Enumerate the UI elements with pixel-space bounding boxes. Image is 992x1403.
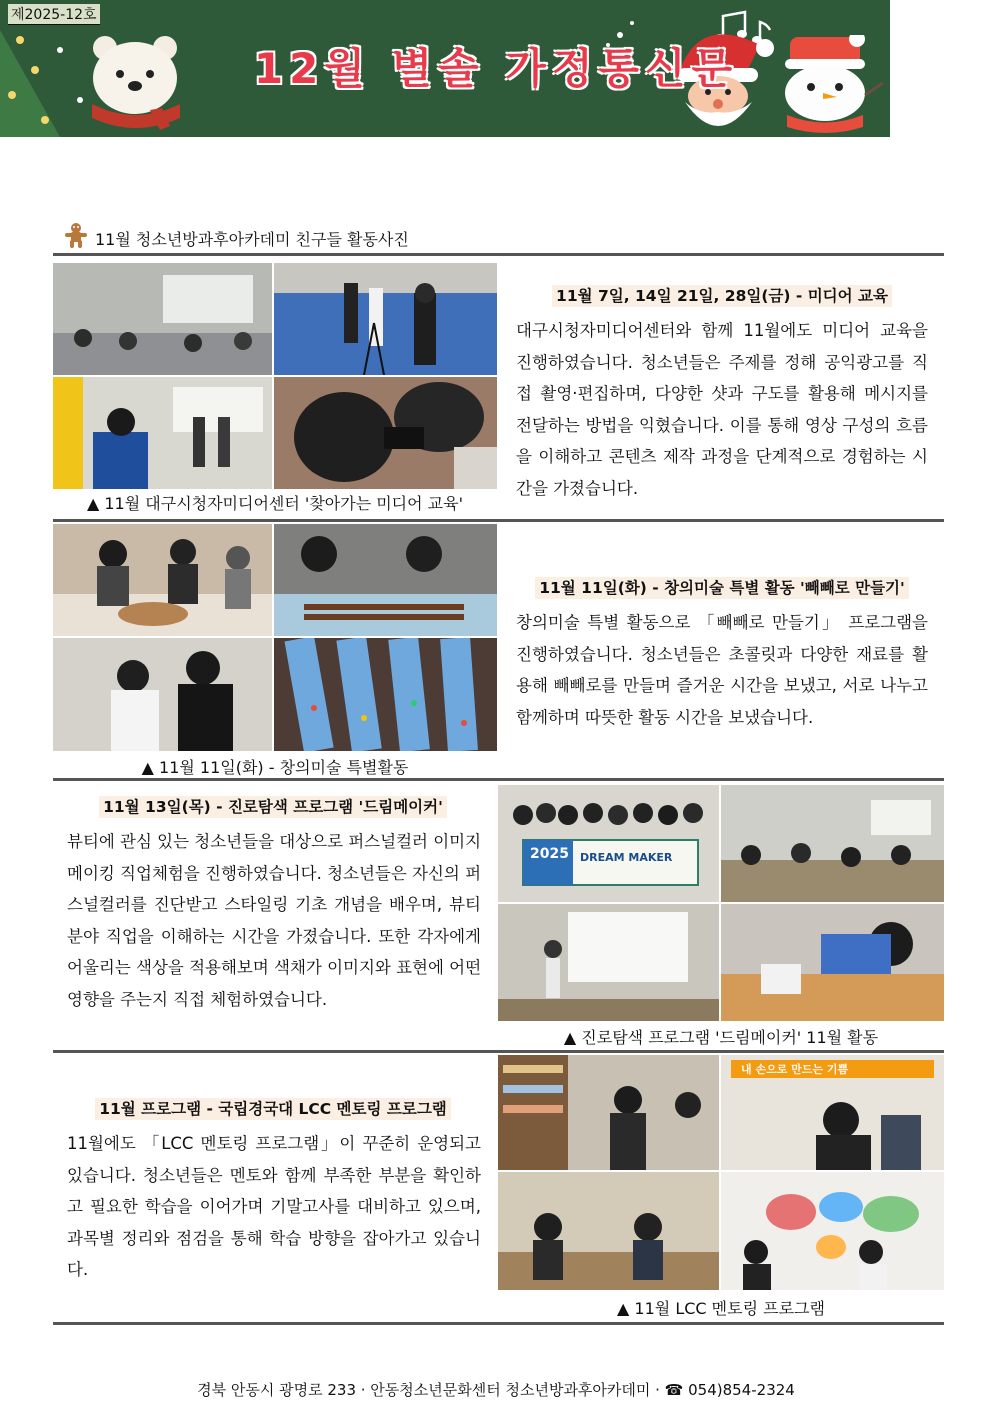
- newsletter-title: 12월 별솔 가정통신문: [253, 44, 739, 93]
- section-divider: [53, 778, 944, 781]
- gingerbread-icon: [63, 222, 89, 248]
- article-body-media: 대구시청자미디어센터와 함께 11월에도 미디어 교육을 진행하였습니다. 청소년들은 주제를 정해 공익광고를 직접 촬영·편집하며, 다양한 샷과 구도를 활용해 메시지를 전달하는 방법을 익혔습니다. 이를 통해 영상 구성의 흐름을 이해하고 콘텐츠 제작 과정을 단계적으로 경험하는 시간을 가졌습니다.: [516, 321, 928, 498]
- photo-pepero-table: [53, 524, 272, 636]
- photo-pepero-sticks: [274, 638, 497, 751]
- photo-media-camera: [53, 377, 272, 489]
- photo-pepero-decorating: [274, 524, 497, 636]
- section-divider: [53, 519, 944, 522]
- article-title-text: 11월 13일(목) - 진로탐색 프로그램 '드림메이커': [99, 796, 447, 818]
- section-divider: [53, 1050, 944, 1053]
- article-title-dreammaker: [53, 795, 493, 817]
- article-body-pepero: 창의미술 특별 활동으로 「빼빼로 만들기」 프로그램을 진행하였습니다. 청소년들은 초콜릿과 다양한 재료를 활용해 빼빼로를 만들며 즐거운 시간을 보냈고, 서로 나누고 함께하며 따뜻한 활동 시간을 보냈습니다.: [516, 613, 928, 727]
- photo-media-filming: [274, 263, 497, 375]
- dream-year-label: 2025: [530, 846, 569, 862]
- photo-dreammaker-classroom: [721, 785, 944, 902]
- caption-media: ▲ 11월 대구시청자미디어센터 '찾아가는 미디어 교육': [86, 494, 463, 513]
- section-heading: 11월 청소년방과후아카데미 친구들 활동사진: [95, 230, 409, 249]
- photo-lcc-table: [498, 1172, 719, 1290]
- photo-lcc-study: [721, 1055, 944, 1170]
- article-title-text: 11월 프로그램 - 국립경국대 LCC 멘토링 프로그램: [95, 1098, 451, 1120]
- photo-dreammaker-group: [498, 785, 719, 902]
- lcc-sign-label: 내 손으로 만드는 기쁨: [741, 1063, 849, 1076]
- caption-pepero: ▲ 11월 11일(화) - 창의미술 특별활동: [141, 758, 409, 777]
- caption-dreammaker: ▲ 진로탐색 프로그램 '드림메이커' 11월 활동: [563, 1028, 879, 1047]
- newsletter-banner: 제2025-12호 12월 별솔 가정통신문 경북 안동시 광명로 233 · 안동청소년문화센터 청소년방과후아카데미 · ☎ 054)854-2324: [0, 0, 890, 137]
- photo-pepero-students: [53, 638, 272, 751]
- article-body-dreammaker: 뷰티에 관심 있는 청소년들을 대상으로 퍼스널컬러 이미지메이킹 직업체험을 진행하였습니다. 청소년들은 자신의 퍼스널컬러를 진단받고 스타일링 기초 개념을 배우며, 뷰티 분야 직업을 이해하는 시간을 가졌습니다. 또한 각자에게 어울리는 색상을 적용해보며 색채가 이미지와 표현에 어떤 영향을 주는지 직접 체험하였습니다.: [67, 832, 482, 1009]
- photo-media-editing: [274, 377, 497, 489]
- section-divider: [53, 253, 944, 256]
- caption-lcc: ▲ 11월 LCC 멘토링 프로그램: [617, 1299, 825, 1318]
- article-title-lcc: [53, 1097, 493, 1119]
- section-divider: [53, 1322, 944, 1325]
- article-title-text: 11월 11일(화) - 창의미술 특별 활동 '빼빼로 만들기': [535, 577, 909, 599]
- photo-dreammaker-lecture: [498, 904, 719, 1021]
- article-title-media: [510, 284, 934, 306]
- photo-lcc-map: [721, 1172, 944, 1290]
- photo-lcc-library: [498, 1055, 719, 1170]
- issue-number: 제2025-12호: [8, 4, 100, 25]
- article-title-pepero: [508, 576, 936, 598]
- photo-media-classroom: [53, 263, 272, 375]
- article-body-lcc: 11월에도 「LCC 멘토링 프로그램」이 꾸준히 운영되고 있습니다. 청소년들은 멘토와 함께 부족한 부분을 확인하고 필요한 학습을 이어가며 기말고사를 대비하고 있으며, 과목별 정리와 점검을 통해 학습 방향을 잡아가고 있습니다.: [67, 1134, 481, 1279]
- article-title-text: 11월 7일, 14일 21일, 28일(금) - 미디어 교육: [552, 285, 892, 307]
- photo-dreammaker-color: [721, 904, 944, 1021]
- dream-banner-label: DREAM MAKER: [580, 851, 673, 864]
